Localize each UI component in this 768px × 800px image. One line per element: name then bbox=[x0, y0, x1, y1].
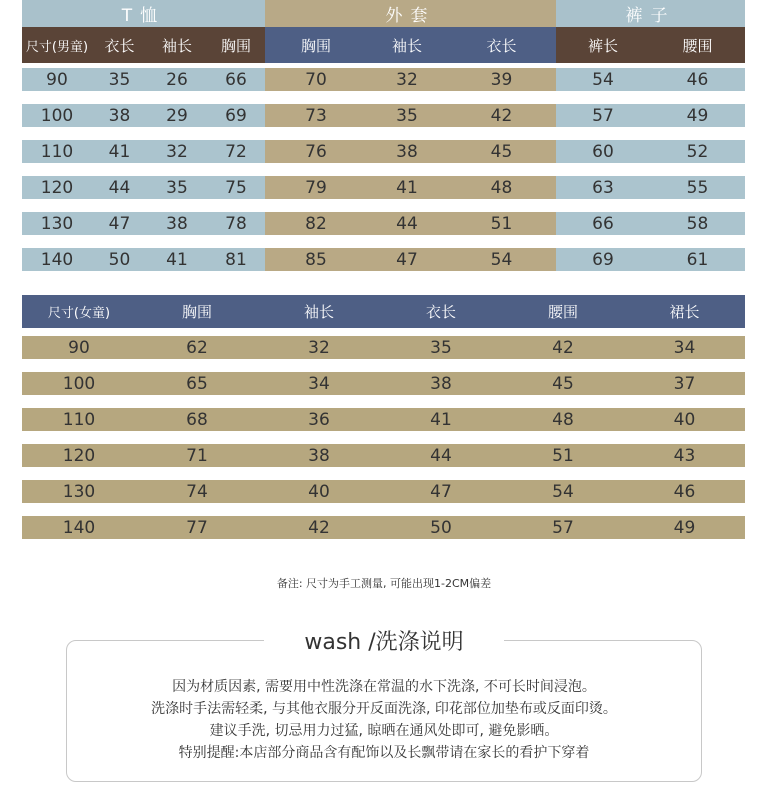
boys-table-cell: 38 bbox=[396, 141, 418, 162]
boys-table-cell: 76 bbox=[305, 141, 327, 162]
boys-table-cell: 29 bbox=[166, 105, 188, 126]
boys-table-cell: 90 bbox=[46, 69, 68, 90]
boys-table-cell: 47 bbox=[108, 213, 131, 234]
girls-table-cell: 46 bbox=[673, 481, 696, 502]
boys-table-cell: 49 bbox=[686, 105, 709, 126]
girls-table-cell: 47 bbox=[430, 481, 452, 502]
girls-column-header: 腰围 bbox=[547, 303, 578, 321]
girls-table-cell: 42 bbox=[552, 337, 574, 358]
boys-table-cell: 38 bbox=[166, 213, 188, 234]
boys-table-cell: 73 bbox=[305, 105, 327, 126]
boys-group-title: T恤 bbox=[22, 0, 265, 27]
boys-table-cell: 79 bbox=[305, 177, 327, 198]
boys-column-header: 腰围 bbox=[650, 27, 745, 63]
girls-table-cell: 45 bbox=[552, 373, 574, 394]
wash-instructions bbox=[66, 676, 702, 764]
boys-table-cell: 54 bbox=[592, 69, 614, 90]
girls-table-cell: 37 bbox=[673, 373, 696, 394]
girls-table-cell: 40 bbox=[308, 481, 330, 502]
girls-table-cell: 74 bbox=[186, 481, 208, 502]
girls-table-cell: 140 bbox=[62, 517, 96, 538]
boys-column-header: 袖长 bbox=[367, 27, 447, 63]
boys-table-cell: 52 bbox=[686, 141, 709, 162]
boys-table-cell: 45 bbox=[490, 141, 513, 162]
boys-table-cell: 140 bbox=[40, 249, 74, 270]
boys-table-cell: 81 bbox=[225, 249, 247, 270]
boys-table-cell: 55 bbox=[686, 177, 709, 198]
girls-column-header: 袖长 bbox=[303, 303, 334, 321]
girls-column-header: 裙长 bbox=[669, 303, 700, 321]
boys-table-cell: 41 bbox=[396, 177, 418, 198]
boys-table-cell: 54 bbox=[490, 249, 513, 270]
girls-column-header: 胸围 bbox=[181, 303, 212, 321]
boys-table-cell: 130 bbox=[40, 213, 74, 234]
girls-table-cell: 32 bbox=[308, 337, 330, 358]
boys-table-cell: 50 bbox=[108, 249, 131, 270]
girls-table-cell: 100 bbox=[62, 373, 96, 394]
measurement-note: 备注: 尺寸为手工测量, 可能出现1-2CM偏差 bbox=[276, 577, 492, 590]
girls-table-cell: 90 bbox=[68, 337, 90, 358]
girls-table-cell: 44 bbox=[430, 445, 452, 466]
girls-table-cell: 48 bbox=[552, 409, 574, 430]
boys-table-cell: 32 bbox=[166, 141, 188, 162]
girls-table-cell: 110 bbox=[62, 409, 96, 430]
boys-column-header: 胸围 bbox=[265, 27, 367, 63]
boys-table-cell: 57 bbox=[592, 105, 614, 126]
girls-table-cell: 35 bbox=[430, 337, 452, 358]
boys-table-cell: 61 bbox=[686, 249, 709, 270]
girls-table-cell: 38 bbox=[430, 373, 452, 394]
boys-column-header: 袖长 bbox=[147, 27, 207, 63]
boys-table-cell: 42 bbox=[490, 105, 513, 126]
girls-table-cell: 71 bbox=[186, 445, 208, 466]
boys-table-cell: 47 bbox=[396, 249, 418, 270]
boys-group-title: 外套 bbox=[265, 0, 556, 27]
boys-table-cell: 75 bbox=[225, 177, 247, 198]
girls-column-header: 衣长 bbox=[425, 303, 456, 321]
boys-group-title: 裤子 bbox=[556, 0, 745, 27]
girls-table-cell: 34 bbox=[308, 373, 330, 394]
boys-table-cell: 41 bbox=[166, 249, 188, 270]
boys-table-cell: 120 bbox=[40, 177, 74, 198]
girls-table-cell: 38 bbox=[308, 445, 330, 466]
girls-table-cell: 51 bbox=[552, 445, 574, 466]
boys-table-cell: 110 bbox=[40, 141, 74, 162]
girls-table-cell: 42 bbox=[308, 517, 330, 538]
boys-table-cell: 38 bbox=[108, 105, 131, 126]
boys-table-cell: 58 bbox=[686, 213, 709, 234]
boys-column-header: 衣长 bbox=[92, 27, 147, 63]
boys-table-cell: 82 bbox=[305, 213, 327, 234]
girls-size-table bbox=[0, 295, 768, 545]
girls-column-header: 尺寸(女童) bbox=[47, 306, 111, 321]
boys-table-cell: 78 bbox=[225, 213, 247, 234]
wash-line: 洗涤时手法需轻柔, 与其他衣服分开反面洗涤, 印花部位加垫布或反面印烫。 bbox=[151, 701, 617, 717]
boys-table-cell: 26 bbox=[166, 69, 188, 90]
girls-table-cell: 41 bbox=[430, 409, 452, 430]
girls-table-cell: 77 bbox=[186, 517, 208, 538]
girls-table-cell: 54 bbox=[552, 481, 574, 502]
girls-table-cell: 65 bbox=[186, 373, 208, 394]
boys-table-cell: 69 bbox=[225, 105, 247, 126]
girls-table-cell: 34 bbox=[673, 337, 696, 358]
boys-table-cell: 63 bbox=[592, 177, 614, 198]
boys-table-cell: 39 bbox=[490, 69, 513, 90]
boys-table-cell: 35 bbox=[166, 177, 188, 198]
boys-table-cell: 46 bbox=[686, 69, 709, 90]
boys-table-cell: 100 bbox=[40, 105, 74, 126]
boys-table-cell: 66 bbox=[225, 69, 247, 90]
girls-table-cell: 49 bbox=[673, 517, 696, 538]
boys-table-cell: 85 bbox=[305, 249, 327, 270]
boys-table-cell: 69 bbox=[592, 249, 614, 270]
girls-table-cell: 57 bbox=[552, 517, 574, 538]
boys-column-header: 胸围 bbox=[207, 27, 265, 63]
wash-line: 因为材质因素, 需要用中性洗涤在常温的水下洗涤, 不可长时间浸泡。 bbox=[172, 679, 596, 695]
girls-table-cell: 40 bbox=[673, 409, 696, 430]
wash-title: wash /洗涤说明 bbox=[264, 625, 504, 656]
boys-table-cell: 66 bbox=[592, 213, 614, 234]
boys-column-header: 衣长 bbox=[447, 27, 556, 63]
boys-column-header: 尺寸(男童) bbox=[22, 27, 92, 63]
boys-size-table bbox=[0, 0, 768, 275]
boys-table-cell: 44 bbox=[396, 213, 418, 234]
boys-column-header: 裤长 bbox=[556, 27, 650, 63]
wash-line: 建议手洗, 切忌用力过猛, 晾晒在通风处即可, 避免影晒。 bbox=[209, 723, 559, 739]
boys-table-cell: 44 bbox=[108, 177, 131, 198]
boys-table-cell: 32 bbox=[396, 69, 418, 90]
boys-table-cell: 41 bbox=[108, 141, 131, 162]
boys-table-cell: 72 bbox=[225, 141, 247, 162]
girls-table-cell: 120 bbox=[62, 445, 96, 466]
boys-table-cell: 51 bbox=[490, 213, 513, 234]
boys-table-cell: 60 bbox=[592, 141, 614, 162]
girls-table-cell: 68 bbox=[186, 409, 208, 430]
girls-table-cell: 43 bbox=[673, 445, 696, 466]
boys-table-cell: 35 bbox=[108, 69, 131, 90]
girls-table-cell: 130 bbox=[62, 481, 96, 502]
girls-table-cell: 62 bbox=[186, 337, 208, 358]
wash-line: 特别提醒:本店部分商品含有配饰以及长飘带请在家长的看护下穿着 bbox=[178, 745, 590, 761]
boys-table-cell: 35 bbox=[396, 105, 418, 126]
boys-table-cell: 70 bbox=[305, 69, 327, 90]
girls-table-cell: 36 bbox=[308, 409, 330, 430]
boys-table-cell: 48 bbox=[490, 177, 513, 198]
girls-table-cell: 50 bbox=[430, 517, 452, 538]
